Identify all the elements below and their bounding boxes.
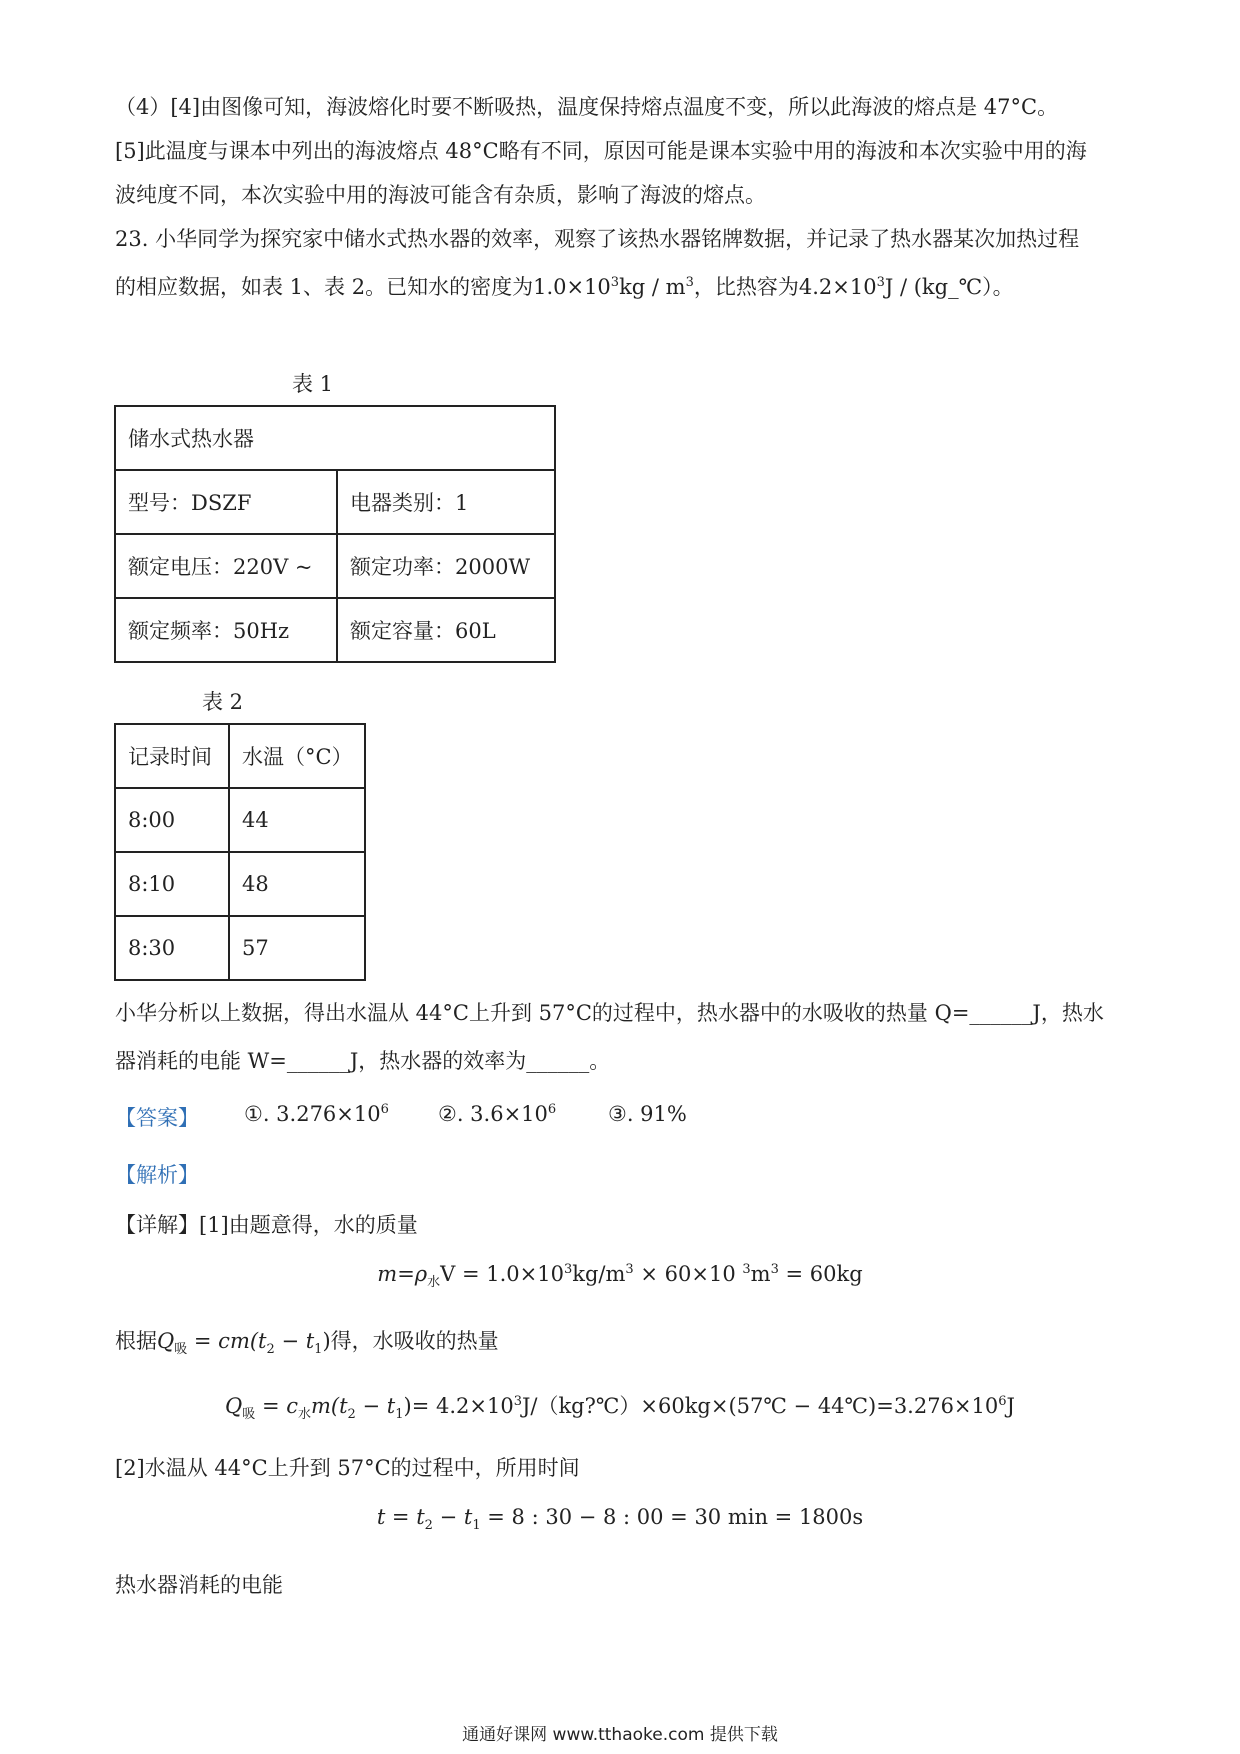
table1-cell: 电器类别：1 <box>337 470 555 534</box>
table2-cell: 48 <box>229 852 365 916</box>
table-row <box>115 598 555 662</box>
q23-text-end: 。 <box>992 275 1014 299</box>
table1-title: 储水式热水器 <box>115 406 555 470</box>
eq-time-t1: 1 <box>472 1518 481 1534</box>
detail-label: 【详解】 <box>115 1213 199 1237</box>
table-row <box>115 916 365 980</box>
table1-cell: 额定功率：2000W <box>337 534 555 598</box>
eq-heat-q: Q <box>225 1394 243 1418</box>
table1-cell: 额定频率：50Hz <box>115 598 337 662</box>
according-end: )得，水吸收的热量 <box>322 1329 499 1353</box>
q23-text-pre: 的相应数据，如表 1、表 2。已知水的密度为 <box>115 275 534 299</box>
table1-title-row <box>115 406 555 470</box>
density-unit: kg / m <box>619 275 686 299</box>
table-row <box>115 534 555 598</box>
table2-header: 水温（°C） <box>229 724 365 788</box>
answer-2 <box>438 1102 556 1126</box>
detail-line3: 热水器消耗的电能 <box>115 1573 283 1597</box>
answer-1 <box>244 1102 389 1126</box>
paragraph-5-line1: [5]此温度与课本中列出的海波熔点 48°C略有不同，原因可能是课本实验中用的海波和本次实验中用的海 <box>115 139 1087 163</box>
answer-2-value: ②. 3.6×10 <box>438 1102 548 1126</box>
table2-cell: 8:00 <box>115 788 229 852</box>
answer-1-exp: 6 <box>380 1102 389 1117</box>
eq-time-mid: − t <box>432 1505 473 1529</box>
detail-line1 <box>115 1210 1125 1240</box>
according-formula: = cm(t <box>187 1329 267 1353</box>
eq-heat-t1: 1 <box>395 1407 404 1423</box>
eq-heat-c-sub: 水 <box>297 1407 311 1423</box>
eq-heat-minus: − t <box>355 1394 396 1418</box>
eq-mass-rest: × 60×10 <box>633 1262 743 1286</box>
heat-capacity-unit: J / (kg_℃） <box>884 275 993 299</box>
eq-mass-mid: V = 1.0×10 <box>440 1262 564 1286</box>
density-exp: 3 <box>610 275 620 290</box>
eq-heat-rest: m(t <box>311 1394 348 1418</box>
eq-heat-exp2: 6 <box>998 1394 1007 1409</box>
according-line <box>115 1326 1125 1356</box>
density-value: 1.0×10 <box>533 275 611 299</box>
table2-cell: 8:10 <box>115 852 229 916</box>
table2-cell: 8:30 <box>115 916 229 980</box>
equation-heat <box>0 1390 1240 1423</box>
eq-heat-unit: J <box>1006 1394 1015 1418</box>
table2-header-row <box>115 724 365 788</box>
table2 <box>114 723 366 981</box>
eq-mass-exp1: 3 <box>563 1262 573 1277</box>
table2-cell: 44 <box>229 788 365 852</box>
footer-watermark: 通通好课网 www.tthaoke.com 提供下载 <box>462 1725 778 1745</box>
paragraph-5-line2: 波纯度不同，本次实验中用的海波可能含有杂质，影响了海波的熔点。 <box>115 183 766 207</box>
table-row <box>115 470 555 534</box>
density-unit-exp: 3 <box>685 275 694 290</box>
detail-line2: [2]水温从 44°C上升到 57°C的过程中，所用时间 <box>115 1456 580 1480</box>
answer-2-exp: 6 <box>547 1102 557 1117</box>
eq-heat-value: )= 4.2×10 <box>403 1394 514 1418</box>
according-q: Q <box>157 1329 175 1353</box>
eq-time-a: t = t <box>376 1505 425 1529</box>
eq-mass-result: = 60kg <box>778 1262 863 1286</box>
eq-mass-rest2: m <box>750 1262 771 1286</box>
answer-1-value: ①. 3.276×10 <box>244 1102 381 1126</box>
analysis-line1: 小华分析以上数据，得出水温从 44°C上升到 57°C的过程中，热水器中的水吸收的热量 Q=______J，热水 <box>115 1001 1104 1025</box>
eq-mass-lhs: m=ρ <box>377 1262 428 1286</box>
eq-heat-rest2: J/（kg?℃）×60kg×(57℃ − 44℃)=3.276×10 <box>521 1394 999 1418</box>
table2-header: 记录时间 <box>115 724 229 788</box>
table-row <box>115 788 365 852</box>
answer-3: ③. 91% <box>608 1102 687 1126</box>
analysis-line2: 器消耗的电能 W=______J，热水器的效率为______。 <box>115 1049 611 1073</box>
table1-cell: 额定容量：60L <box>337 598 555 662</box>
eq-mass-exp4: 3 <box>770 1262 779 1277</box>
eq-mass-unit1: kg/m <box>572 1262 626 1286</box>
according-t2: 2 <box>266 1342 275 1358</box>
eq-mass-exp2: 3 <box>625 1262 634 1277</box>
eq-heat-exp: 3 <box>513 1394 522 1409</box>
according-sub: 吸 <box>174 1342 188 1358</box>
equation-mass <box>0 1262 1240 1291</box>
detail-text: [1]由题意得，水的质量 <box>199 1213 418 1237</box>
table2-cell: 57 <box>229 916 365 980</box>
table1-cell: 额定电压：220V ~ <box>115 534 337 598</box>
table-row <box>115 852 365 916</box>
question-23-line1: 23. 小华同学为探究家中储水式热水器的效率，观察了该热水器铭牌数据，并记录了热水器某次加热过程 <box>115 227 1080 251</box>
heat-capacity-value: 4.2×10 <box>798 275 877 299</box>
table1-caption: 表 1 <box>292 372 334 396</box>
according-minus: − t <box>274 1329 315 1353</box>
eq-mass-sub: 水 <box>427 1275 441 1291</box>
eq-heat-q-sub: 吸 <box>242 1407 256 1423</box>
q23-text-mid: ，比热容为 <box>693 275 799 299</box>
table1 <box>114 405 556 663</box>
table1-cell: 型号：DSZF <box>115 470 337 534</box>
equation-time <box>0 1505 1240 1534</box>
eq-time-t2: 2 <box>424 1518 433 1534</box>
analysis-label: 【解析】 <box>115 1163 199 1187</box>
heat-capacity-exp: 3 <box>876 275 885 290</box>
paragraph-4: （4）[4]由图像可知，海波熔化时要不断吸热，温度保持熔点温度不变，所以此海波的熔点是 47°C。 <box>115 95 1059 119</box>
according-pre: 根据 <box>115 1329 157 1353</box>
eq-heat-t2: 2 <box>347 1407 356 1423</box>
question-23-line2 <box>115 272 1125 302</box>
according-t1: 1 <box>314 1342 323 1358</box>
table2-caption: 表 2 <box>202 690 244 714</box>
eq-mass-exp3: 3 <box>742 1262 751 1277</box>
eq-time-rest: = 8 : 30 − 8 : 00 = 30 min = 1800s <box>480 1505 864 1529</box>
answer-label: 【答案】 <box>115 1106 199 1130</box>
eq-heat-eq: = c <box>255 1394 298 1418</box>
